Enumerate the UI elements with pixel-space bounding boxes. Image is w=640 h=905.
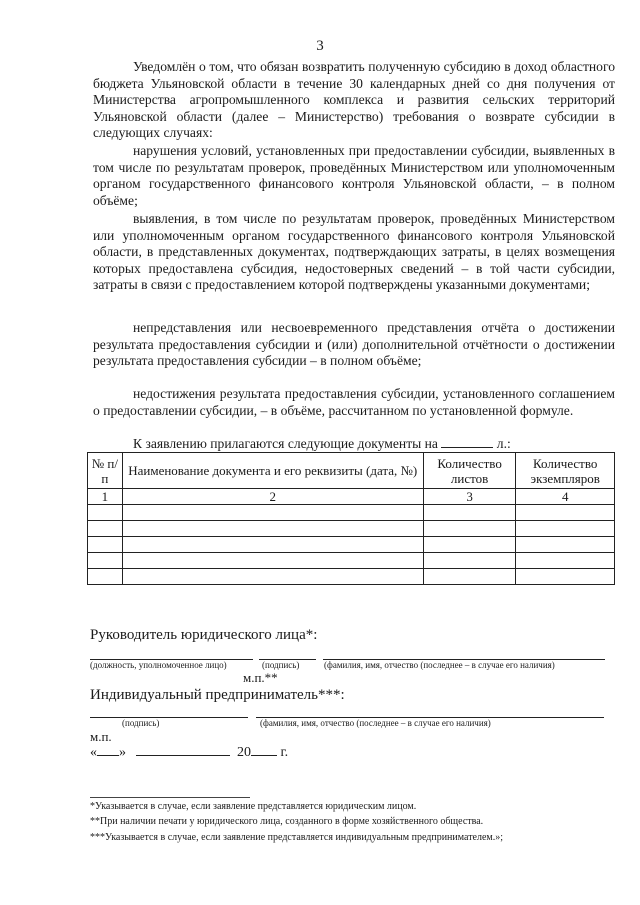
paragraph-case-3: непредставления или несвоевременного представления отчёта о достижении результата предоставления субсидии и (или) дополнительной отчётности о достижении результата предоставления субсидии – в полном объёме;	[93, 320, 615, 368]
stamp-place-2: м.п.	[90, 729, 112, 744]
head-label: Руководитель юридического лица*:	[90, 627, 318, 643]
table-row[interactable]	[88, 553, 615, 569]
footnote-separator	[90, 797, 250, 798]
caption-signature: (подпись)	[262, 660, 300, 670]
header-copies: Количество экземпляров	[516, 453, 615, 489]
header-number: № п/п	[88, 453, 123, 489]
date-month-field[interactable]	[136, 755, 230, 756]
paragraph-case-1: нарушения условий, установленных при предоставлении субсидии, выявленных в том числе по результатам проверок, проведённых Министерством или уполномоченным органом государственного финансового контроля Ульяновской области, – в полном объёме;	[93, 143, 615, 208]
attachments-intro: К заявлению прилагаются следующие документы на л.:	[133, 436, 511, 451]
paragraph-case-4: недостижения результата предоставления субсидии, установленного соглашением о предоставлении субсидии, – в объёме, рассчитанном по установленной формуле.	[93, 386, 615, 418]
page-number: 3	[316, 38, 324, 54]
date-year-field[interactable]	[251, 755, 277, 756]
caption-ip-name: (фамилия, имя, отчество (последнее – в случае его наличия)	[260, 718, 491, 728]
documents-table	[87, 452, 615, 585]
table-row[interactable]	[88, 505, 615, 521]
col-number-1: 1	[88, 489, 123, 505]
footnote-3: ***Указывается в случае, если заявление представляется индивидуальным предпринимателем.»;	[90, 832, 504, 843]
stamp-place-1: м.п.**	[243, 670, 278, 685]
ip-label: Индивидуальный предприниматель***:	[90, 687, 345, 703]
ip-signature-field[interactable]	[90, 717, 248, 718]
date-line: « » 20 г.	[90, 745, 289, 760]
table-row[interactable]	[88, 537, 615, 553]
caption-ip-signature: (подпись)	[122, 718, 160, 728]
header-document-name: Наименование документа и его реквизиты (дата, №)	[122, 453, 423, 489]
footnote-2: **При наличии печати у юридического лица, созданного в форме хозяйственного общества.	[90, 816, 484, 827]
sheets-count-field[interactable]	[441, 447, 493, 448]
date-day-field[interactable]	[97, 755, 119, 756]
caption-position: (должность, уполномоченное лицо)	[90, 660, 227, 670]
table-row[interactable]	[88, 521, 615, 537]
paragraph-notice: Уведомлён о том, что обязан возвратить полученную субсидию в доход областного бюджета Ульяновской области в течение 30 календарных дней со дня получения от Министерства агропромышленного комплекса и развития сельских территорий Ульяновской области (далее – Министерство) требования о возврате субсидии в следующих случаях:	[93, 59, 615, 140]
table-row[interactable]	[88, 569, 615, 585]
paragraph-case-2: выявления, в том числе по результатам проверок, проведённых Министерством или уполномоченным органом государственного финансового контроля Ульяновской области, в представленных документах, подтверждающих затраты, в целях возмещения которых предоставлена субсидия, недостоверных сведений – в той части субсидии, затраты в связи с предоставлением которой подтверждены указанными документами;	[93, 211, 615, 292]
col-number-3: 3	[423, 489, 516, 505]
col-number-4: 4	[516, 489, 615, 505]
col-number-2: 2	[122, 489, 423, 505]
footnote-1: *Указывается в случае, если заявление представляется юридическим лицом.	[90, 801, 417, 812]
header-sheets: Количество листов	[423, 453, 516, 489]
caption-name: (фамилия, имя, отчество (последнее – в случае его наличия)	[324, 660, 555, 670]
